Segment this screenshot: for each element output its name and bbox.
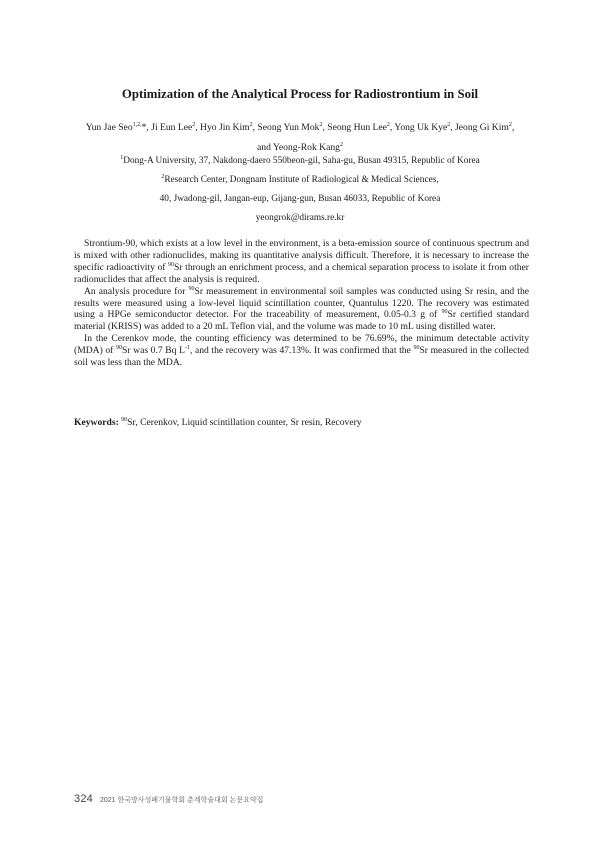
affiliation-text: 40, Jwadong-gil, Jangan-eup, Gijang-gun, Busan 46033, Republic of Korea — [159, 194, 441, 204]
affiliation-marker: 2 — [508, 121, 512, 128]
affiliation-text: Dong-A University, 37, Nakdong-daero 550beon-gil, Saha-gu, Busan 49315, Republic of Korea — [123, 156, 480, 166]
affiliation-marker: 2 — [339, 141, 343, 148]
abstract-text: An analysis procedure for — [84, 285, 189, 297]
page-number: 324 — [74, 793, 93, 805]
page-footer — [74, 789, 263, 807]
affiliation-marker: 2 — [447, 121, 451, 128]
abstract-text: Sr measured in the collected soil was less than the MDA. — [74, 345, 529, 369]
abstract-text: Strontium-90, which exists at a low level in the environment, is a beta-emission source of continuous spectrum and is mixed with other radionuclides, making its quantitative analysis difficult. Therefore, it is necessary to increase the specific radioactivity of — [74, 238, 529, 273]
author-line-1 — [62, 118, 538, 138]
affiliation-2-line-1 — [40, 174, 560, 186]
abstract-text: Sr through an enrichment process, and a chemical separation process to isolate it from other radionuclides that affect the analysis is required. — [74, 261, 529, 285]
author-name: , Seong Hun Lee — [322, 122, 387, 133]
author-name: and Yeong-Rok Kang — [257, 142, 340, 153]
isotope-superscript: 90 — [441, 309, 448, 316]
abstract-body — [74, 238, 529, 369]
abstract-paragraph-3 — [74, 333, 529, 369]
affiliation-marker: 2 — [161, 173, 165, 180]
isotope-superscript: 90 — [188, 285, 195, 292]
keywords-label: Keywords: — [74, 417, 119, 428]
affiliation-marker: 2 — [192, 121, 196, 128]
isotope-superscript: 90 — [116, 344, 122, 351]
author-list — [62, 118, 538, 158]
author-name: Yun Jae Seo — [85, 122, 133, 133]
abstract-text: In the Cerenkov mode, the counting efficiency was determined to be 76.69%, the minimum detectable activity (MDA) of — [74, 333, 529, 357]
affiliation-marker: 2 — [386, 121, 390, 128]
author-name: , Yong Uk Kye — [389, 122, 448, 133]
affiliation-2-line-2 — [40, 193, 560, 205]
corresponding-email — [40, 212, 560, 224]
keywords-text: Sr, Cerenkov, Liquid scintillation counter, Sr resin, Recovery — [127, 417, 362, 428]
abstract-text: , and the recovery was 47.13%. It was confirmed that the — [189, 345, 414, 357]
affiliation-text: Research Center, Dongnam Institute of Radiological & Medical Sciences, — [164, 175, 439, 185]
author-name: , Seong Yun Mok — [252, 122, 320, 133]
affiliation-marker: 1 — [120, 154, 124, 161]
author-name: , Jeong Gi Kim — [450, 122, 509, 133]
affiliation-marker: 2 — [249, 121, 253, 128]
unit-exponent: -1 — [184, 344, 190, 351]
abstract-paragraph-1 — [74, 238, 529, 286]
author-name: , Hyo Jin Kim — [195, 122, 250, 133]
author-separator: , — [511, 122, 515, 133]
abstract-paragraph-2 — [74, 286, 529, 334]
abstract-text: Sr measurement in environmental soil samples was conducted using Sr resin, and the results were measured using a low-level liquid scintillation counter, Quantulus 1220. The recovery was estimated using a HPGe semiconductor detector. For the traceability of measurement, 0.05-0.3 g of — [74, 285, 530, 321]
keywords-line — [74, 417, 529, 429]
abstract-text: Sr certified standard material (KRISS) was added to a 20 mL Teflon vial, and the volume was made to 10 mL using distilled water. — [74, 309, 529, 333]
email-text: yeongrok@dirams.re.kr — [255, 213, 345, 223]
abstract-text: Sr was 0.7 Bq L — [122, 345, 185, 357]
proceedings-title: 2021 한국방사성폐기물학회 춘계학술대회 논문요약집 — [99, 797, 264, 804]
affiliation-marker: 2 — [319, 121, 323, 128]
affiliation-1 — [40, 155, 560, 167]
affiliation-marker: 1,2, — [132, 121, 142, 128]
isotope-superscript: 90 — [121, 416, 128, 423]
isotope-superscript: 90 — [413, 344, 420, 351]
paper-title: Optimization of the Analytical Process for Radiostrontium in Soil — [121, 87, 479, 101]
isotope-superscript: 90 — [168, 261, 175, 268]
author-name: *, Ji Eun Lee — [141, 122, 193, 133]
